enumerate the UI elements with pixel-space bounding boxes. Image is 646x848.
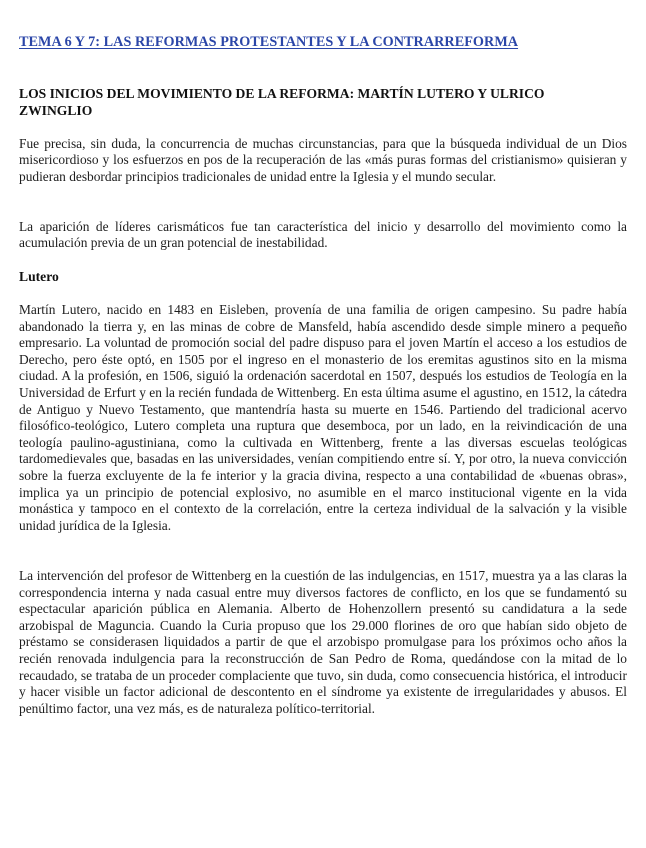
section-title: LOS INICIOS DEL MOVIMIENTO DE LA REFORMA: MARTÍN LUTERO Y ULRICO ZWINGLIO [19,86,545,118]
intro-paragraph-1: Fue precisa, sin duda, la concurrencia de muchas circunstancias, para que la búsqueda individual de un Dios misericordioso y los esfuerzos en pos de la recuperación de las «más puras formas del cristianismo» quisieran y pudieran desbordar principios tradicionales de unidad entre la Iglesia y el mundo secular. [19,136,627,184]
subheading-lutero: Lutero [19,269,59,284]
lutero-paragraph-1: Martín Lutero, nacido en 1483 en Eisleben, provenía de una familia de origen campesino. Su padre había abandonado la tierra y, en las minas de cobre de Mansfeld, había ascendido desde simple minero a pequeño empresario. La voluntad de promoción social del padre dispuso para el joven Martín el acceso a los estudios de Derecho, pero éste optó, en 1505 por el ingreso en el monasterio de los eremitas agustinos sito en la misma ciudad. A la profesión, en 1506, siguió la ordenación sacerdotal en 1507, después los estudios de Teología en la Universidad de Erfurt y en la recién fundada de Wittenberg. En esta última asume el agustino, en 1512, la cátedra de Antiguo y Nuevo Testamento, que mantendría hasta su muerte en 1546. Partiendo del tradicional acervo filosófico-teológico, Lutero completa una ruptura que desemboca, por un lado, en la reivindicación de una teología paulino-agustiniana, como la cultivada en Wittenberg, frente a las diversas escuelas teológicas tardomedievales que, basadas en las universidades, venían compitiendo entre sí. Y, por otro, la nueva convicción sobre la fuerza excluyente de la fe interior y la gracia divina, respecto a una contabilidad de «buenas obras», implica ya un principio de potencial explosivo, no asumible en el marco institucional vigente en la vida monástica y tampoco en el contexto de la correlación, entre la certeza individual de la salvación y la visible unidad jurídica de la Iglesia. [19,302,627,533]
document-title: TEMA 6 Y 7: LAS REFORMAS PROTESTANTES Y LA CONTRARREFORMA [19,34,519,50]
lutero-paragraph-2: La intervención del profesor de Wittenberg en la cuestión de las indulgencias, en 1517, muestra ya a las claras la correspondencia interna y nada casual entre muy diversos factores de conflicto, en los que se fundamentó su espectacular aparición pública en Alemania. Alberto de Hohenzollern presentó su candidatura a la sede arzobispal de Maguncia. Cuando la Curia propuso que los 29.000 florines de oro que habían sido objeto de préstamo se considerasen liquidados a partir de que el arzobispo promulgase para los próximos ocho años la recién renovada indulgencia para la reconstrucción de San Pedro de Roma, quedándose con la mitad de lo recaudado, se trataba de un proceder complaciente que tuvo, sin duda, como consecuencia histórica, el introducir y hacer visible un factor adicional de descontento en el síndrome ya existente de irregularidades y abusos. El penúltimo factor, una vez más, es de naturaleza político-territorial. [19,568,627,716]
intro-paragraph-2: La aparición de líderes carismáticos fue tan característica del inicio y desarrollo del movimiento como la acumulación previa de un gran potencial de inestabilidad. [19,219,627,251]
